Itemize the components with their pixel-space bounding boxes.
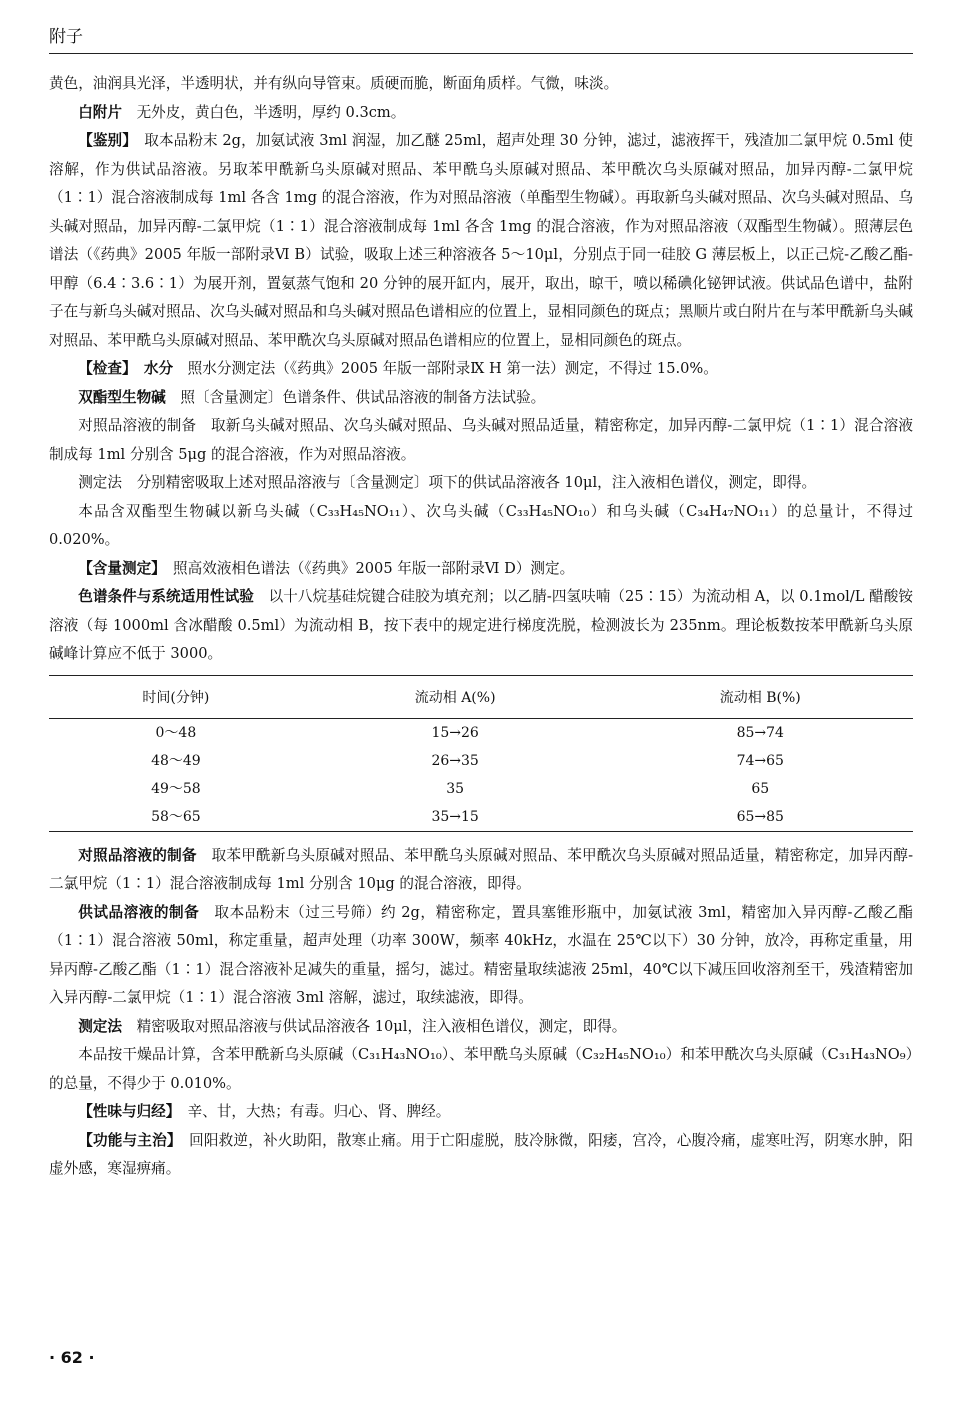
paragraph [49,412,913,469]
section-label: 水分 [143,360,174,377]
paragraph-text: 无外皮，黄白色，半透明，厚约 0.3cm。 [121,103,406,121]
table-cell: 58～65 [49,803,303,832]
paragraph-text: 照高效液相色谱法（《药典》2005 年版一部附录Ⅵ D）测定。 [158,559,575,577]
paragraph-text: 本品含双酯型生物碱以新乌头碱（C₃₃H₄₅NO₁₁）、次乌头碱（C₃₃H₄₅NO₁₀）和乌头碱（C₃₄H₄₇NO₁₁）的总量计，不得过 0.020%。 [49,502,913,548]
header-rule [49,53,913,54]
paragraph [49,384,913,413]
table-cell: 85→74 [736,724,784,741]
section-label: 【检查】 [78,360,130,377]
paragraph [49,1098,913,1127]
table-cell: 15→26 [431,724,479,741]
paragraph [49,127,913,355]
table-cell: 0～48 [155,724,197,741]
paragraph-text: 取本品粉末（过三号筛）约 2g，精密称定，置具塞锥形瓶中，加氨试液 3ml，精密加入异丙醇-乙酸乙酯（1∶1）混合溶液 50ml，称定重量，超声处理（功率 300W，频率 40kHz，水温在 25℃以下）30 分钟，放冷，再称定重量，用异丙醇-乙酸乙酯（1∶1）混合溶液补足减失的重量，摇匀，滤过。精密量取续滤液 25ml，40℃以下减压回收溶剂至干，残渣精密加入异丙醇-二氯甲烷（1∶1）混合溶液 3ml 溶解，滤过，取续滤液，即得。 [49,903,913,1006]
paragraph [49,99,913,128]
section-label: 双酯型生物碱 [78,388,166,406]
paragraph-text: 精密吸取对照品溶液与供试品溶液各 10μl，注入液相色谱仪，测定，即得。 [121,1017,627,1035]
page-content [49,70,913,1184]
paragraph [49,498,913,555]
gradient-table [49,675,913,832]
paragraph [49,469,913,498]
table-cell: 65→85 [608,803,913,832]
paragraph-text: 回阳救逆，补火助阳，散寒止痛。用于亡阳虚脱，肢冷脉微，阳痿，宫冷，心腹冷痛，虚寒吐泻，阴寒水肿，阳虚外感，寒湿痹痛。 [49,1131,913,1177]
table-row [49,718,913,747]
table-row [49,747,913,775]
paragraph [49,1013,913,1042]
paragraph-text: 取本品粉末 2g，加氨试液 3ml 润湿，加乙醚 25ml，超声处理 30 分钟，滤过，滤液挥干，残渣加二氯甲烷 0.5ml 使溶解，作为供试品溶液。另取苯甲酰新乌头原碱对照品、苯甲酰乌头原碱对照品、苯甲酰次乌头原碱对照品，加异丙醇-二氯甲烷（1∶1）混合溶液制成每 1ml 各含 1mg 的混合溶液，作为对照品溶液（单酯型生物碱）。再取新乌头碱对照品、次乌头碱对照品、乌头碱对照品，加异丙醇-二氯甲烷（1∶1）混合溶液制成每 1ml 各含 1mg 的混合溶液，作为对照品溶液（双酯型生物碱）。照薄层色谱法（《药典》2005 年版一部附录Ⅵ B）试验，吸取上述三种溶液各 5～10μl，分别点于同一硅胶 G 薄层板上，以正己烷-乙酸乙酯-甲醇（6.4∶3.6∶1）为展开剂，置氨蒸气饱和 20 分钟的展开缸内，展开，取出，晾干，喷以稀碘化铋钾试液。供试品色谱中，盐附子在与新乌头碱对照品、次乌头碱对照品和乌头碱对照品色谱相应的位置上，显相同颜色的斑点；黑顺片或白附片在与苯甲酰新乌头碱对照品、苯甲酰乌头原碱对照品、苯甲酰次乌头原碱对照品色谱相应的位置上，显相同颜色的斑点。 [49,132,913,349]
table-header-cell: 流动相 B(%) [608,675,913,718]
paragraph-text: 照水分测定法（《药典》2005 年版一部附录Ⅸ H 第一法）测定，不得过 15.0%。 [173,360,718,377]
paragraph-text: 本品按干燥品计算，含苯甲酰新乌头原碱（C₃₁H₄₃NO₁₀）、苯甲酰乌头原碱（C₃₂H₄₅NO₁₀）和苯甲酰次乌头原碱（C₃₁H₄₃NO₉）的总量，不得少于 0.010%。 [49,1046,913,1092]
table-cell: 74→65 [736,752,784,769]
running-header: 附子 [49,27,83,47]
section-label: 供试品溶液的制备 [78,903,200,921]
section-label: 【功能与主治】 [78,1131,175,1149]
paragraph [49,842,913,899]
section-label: 白附片 [78,103,122,121]
table-cell: 49～58 [151,780,201,797]
paragraph [49,899,913,1013]
paragraph-text: 以十八烷基硅烷键合硅胶为填充剂；以乙腈-四氢呋喃（25∶15）为流动相 A，以 0.1mol/L 醋酸铵溶液（每 1000ml 含冰醋酸 0.5ml）为流动相 B，按下表中的规定进行梯度洗脱，检测波长为 235nm。理论板数按苯甲酰新乌头原碱峰计算应不低于 3000。 [49,588,913,662]
section-label: 【性味与归经】 [78,1103,174,1120]
table-cell: 35→15 [303,803,608,832]
paragraphs-after-table [49,842,913,1184]
table-row [49,803,913,832]
table-cell: 65 [751,780,770,797]
table-cell: 26→35 [431,752,479,769]
section-label: 【鉴别】 [78,132,130,149]
paragraph-text: 取苯甲酰新乌头原碱对照品、苯甲酰乌头原碱对照品、苯甲酰次乌头原碱对照品适量，精密称定，加异丙醇-二氯甲烷（1∶1）混合溶液制成每 1ml 分别含 10μg 的混合溶液，即得。 [49,846,913,892]
paragraph-text: 测定法 分别精密吸取上述对照品溶液与〔含量测定〕项下的供试品溶液各 10μl，注入液相色谱仪，测定，即得。 [78,474,817,491]
paragraph-text: 照〔含量测定〕色谱条件、供试品溶液的制备方法试验。 [165,388,546,406]
table-header-cell: 时间(分钟) [49,675,303,718]
table-header-row [49,675,913,718]
table-cell: 48～49 [151,752,201,769]
paragraphs-before-table [49,70,913,669]
section-label: 色谱条件与系统适用性试验 [78,588,254,605]
paragraph [49,70,913,99]
section-label: 测定法 [78,1017,122,1035]
paragraph [49,355,913,384]
section-label: 【含量测定】 [78,559,159,577]
paragraph-text: 黄色，油润具光泽，半透明状，并有纵向导管束。质硬而脆，断面角质样。气微，味淡。 [49,75,619,92]
paragraph-text [129,360,144,377]
page-number: · 62 · [49,1348,95,1367]
table-header-cell: 流动相 A(%) [303,675,608,718]
paragraph [49,555,913,584]
paragraph [49,583,913,669]
paragraph-text: 辛、甘，大热；有毒。归心、肾、脾经。 [173,1103,451,1120]
table-row [49,775,913,803]
paragraph [49,1041,913,1098]
table-cell: 35 [446,780,465,797]
paragraph-text: 对照品溶液的制备 取新乌头碱对照品、次乌头碱对照品、乌头碱对照品适量，精密称定，加异丙醇-二氯甲烷（1∶1）混合溶液制成每 1ml 分别含 5μg 的混合溶液，作为对照品溶液。 [49,417,913,463]
section-label: 对照品溶液的制备 [78,846,197,864]
paragraph [49,1127,913,1184]
